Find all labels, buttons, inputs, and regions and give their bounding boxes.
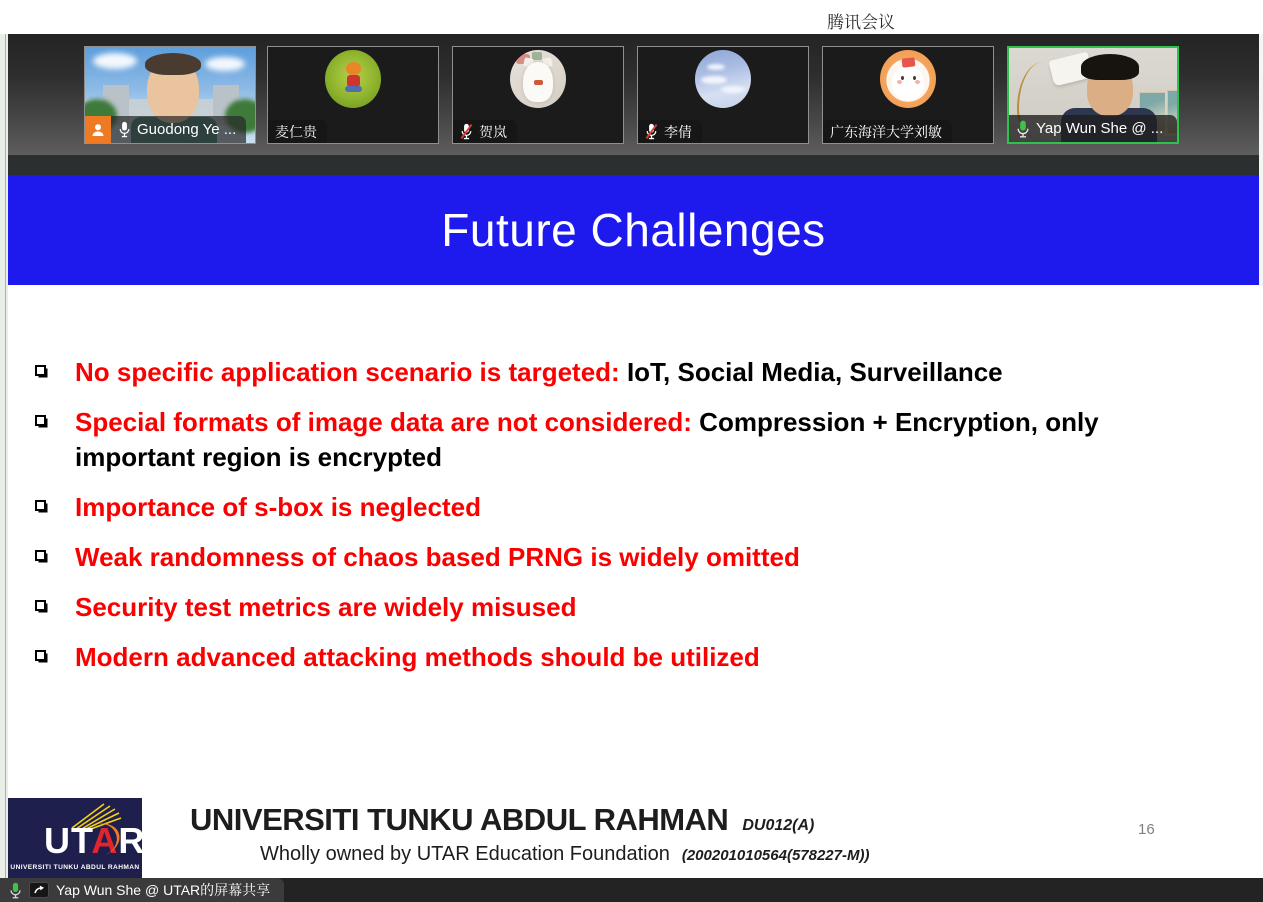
bullet-red-text: Security test metrics are widely misused	[75, 592, 577, 622]
bullet-square-icon	[35, 550, 46, 561]
avatar-image	[695, 50, 751, 108]
bullet-red-text: Modern advanced attacking methods should be utilized	[75, 642, 760, 672]
participant-name-tag	[823, 120, 952, 143]
slide-title-banner	[8, 175, 1259, 285]
logo-caption: UNIVERSITI TUNKU ABDUL RAHMAN	[10, 864, 140, 871]
bullet-square-icon	[35, 415, 46, 426]
bullet-item	[35, 640, 1165, 675]
presenter-badge-icon	[85, 116, 111, 143]
bullet-square-icon	[35, 600, 46, 611]
participant-name: 李倩	[664, 123, 692, 140]
slide-title: Future Challenges	[441, 204, 826, 256]
participant-name-tag	[111, 116, 246, 143]
bullet-red-text: Special formats of image data are not considered:	[75, 407, 692, 437]
bullet-black-text: IoT, Social Media, Surveillance	[619, 357, 1003, 387]
avatar-image	[880, 50, 936, 108]
video-tile-liqian[interactable]	[637, 46, 809, 144]
bullet-item	[35, 355, 1165, 390]
bullet-square-icon	[35, 650, 46, 661]
slide-page-number: 16	[1138, 821, 1155, 838]
video-tile-guodong-ye[interactable]	[84, 46, 256, 144]
participant-name: Guodong Ye ...	[137, 121, 237, 138]
utar-logo	[8, 798, 146, 878]
window-title: 腾讯会议	[827, 13, 895, 32]
screen-share-label: Yap Wun She @ UTAR的屏幕共享	[56, 882, 271, 898]
video-tile-helan[interactable]	[452, 46, 624, 144]
slide-content	[8, 285, 1263, 878]
video-strip-lower-band	[8, 155, 1259, 175]
status-bar	[0, 878, 1263, 902]
bullet-red-text: Importance of s-box is neglected	[75, 492, 481, 522]
bullet-item	[35, 540, 1165, 575]
participant-name: 麦仁贵	[275, 123, 317, 140]
participant-name-tag	[638, 120, 702, 143]
mic-on-icon	[118, 121, 131, 138]
desktop-edge-right	[1259, 34, 1263, 286]
bullet-square-icon	[35, 365, 46, 376]
desktop-edge-left	[0, 34, 8, 878]
du-code: DU012(A)	[742, 817, 815, 834]
bullet-item	[35, 590, 1165, 625]
bullet-square-icon	[35, 500, 46, 511]
ownership-text: Wholly owned by UTAR Education Foundation	[260, 843, 670, 865]
mic-active-icon	[1016, 120, 1030, 138]
video-tile-yap-wun-she[interactable]	[1007, 46, 1179, 144]
bullet-list	[35, 355, 1165, 690]
mic-muted-icon	[460, 123, 473, 140]
bullet-black-text: Compression + Encryption, only important region is encrypted	[75, 407, 1099, 472]
screen-share-icon	[29, 882, 49, 898]
university-name: UNIVERSITI TUNKU ABDUL RAHMAN	[190, 802, 729, 837]
avatar-image	[510, 50, 566, 108]
window-edge-line	[5, 34, 6, 878]
participant-name-tag	[453, 120, 517, 143]
bullet-item	[35, 490, 1165, 525]
bullet-red-text: Weak randomness of chaos based PRNG is widely omitted	[75, 542, 800, 572]
bullet-red-text: No specific application scenario is targeted:	[75, 357, 620, 387]
participant-name: 广东海洋大学刘敏	[830, 123, 942, 140]
mic-muted-icon	[645, 123, 658, 140]
participant-name: Yap Wun She @ ...	[1036, 120, 1164, 137]
video-strip	[8, 34, 1259, 155]
video-tile-mairengui[interactable]	[267, 46, 439, 144]
logo-wordmark: UTAR	[44, 820, 146, 861]
video-tile-liumin[interactable]	[822, 46, 994, 144]
registration-number: (200201010564(578227-M))	[681, 847, 870, 864]
bullet-item	[35, 405, 1165, 475]
screen-share-status-tag[interactable]	[0, 878, 284, 902]
footer-university-line	[190, 802, 814, 838]
avatar-image	[325, 50, 381, 108]
window-titlebar	[0, 0, 1263, 34]
mic-active-icon	[9, 882, 22, 899]
participant-name: 贺岚	[479, 123, 507, 140]
footer-ownership-line	[260, 843, 869, 866]
participant-name-tag	[268, 120, 327, 143]
participant-name-tag	[1009, 115, 1177, 142]
